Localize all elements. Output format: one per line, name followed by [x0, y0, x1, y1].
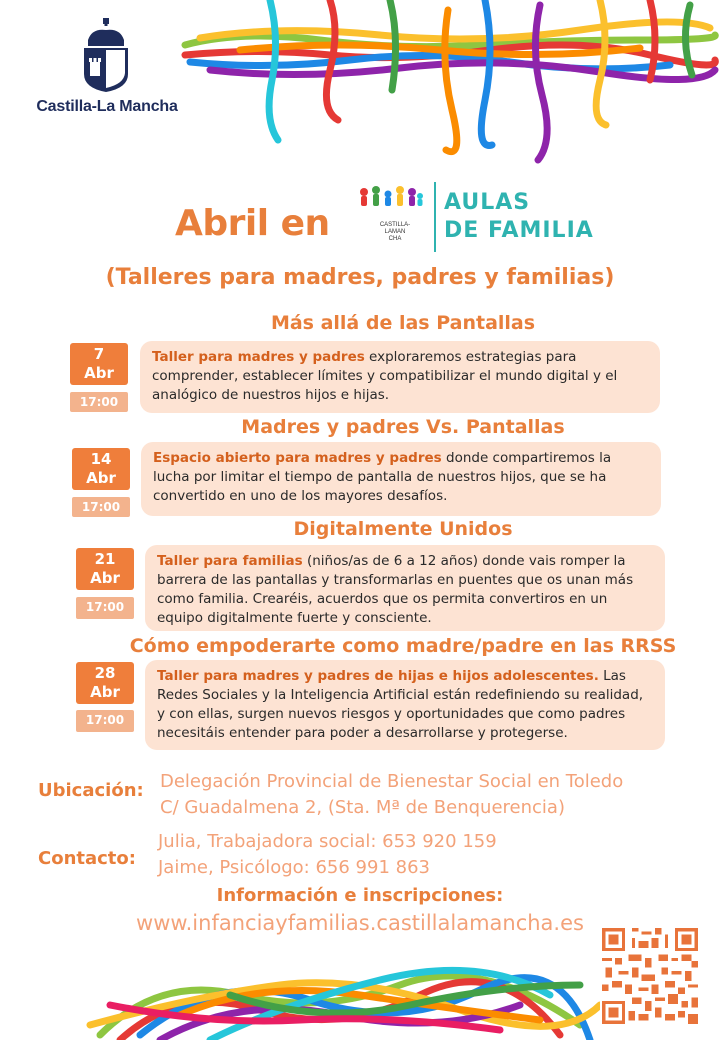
logo-text: Castilla-La Mancha — [36, 98, 178, 115]
event-description: exploraremos estrategias para comprender, establecer límites y compatibilizar el mundo digital y el analógico de nuestros hijos e hijas. — [152, 349, 618, 403]
event-card — [145, 545, 665, 631]
date-day: 21 — [94, 550, 116, 568]
location-line-1: Delegación Provincial de Bienestar Social en Toledo — [160, 771, 624, 792]
event-title: Más allá de las Pantallas — [270, 312, 536, 334]
event-highlight: Taller para madres y padres — [152, 349, 365, 365]
date-badge — [76, 548, 134, 590]
time-badge: 17:00 — [76, 597, 134, 619]
event-description: Las Redes Sociales y la Inteligencia Artificial están redefiniendo su realidad, y con ellas, surgen nuevos riesgos y oportunidades que como padres necesitáis entender para poder a desarrollarse y protegerse. — [157, 668, 644, 741]
info-heading: Información e inscripciones: — [216, 885, 504, 906]
event-highlight: Taller para familias — [157, 553, 303, 569]
event-title: Digitalmente Unidos — [293, 518, 513, 540]
event-highlight: Taller para madres y padres de hijas e hijos adolescentes. — [157, 668, 599, 684]
time-badge: 17:00 — [76, 710, 134, 732]
contact-line-1: Julia, Trabajadora social: 653 920 159 — [158, 831, 497, 852]
date-badge — [72, 448, 130, 490]
date-day: 7 — [93, 345, 105, 363]
event-card — [140, 341, 660, 413]
date-badge — [70, 343, 128, 385]
date-day: 14 — [90, 450, 112, 468]
de-familia-text: DE FAMILIA — [444, 218, 594, 243]
event-title: Cómo empoderarte como madre/padre en las RRSS — [129, 635, 677, 657]
title-abril-en: Abril en — [175, 203, 330, 244]
time-badge: 17:00 — [72, 497, 130, 517]
subtitle: (Talleres para madres, padres y familias) — [105, 265, 615, 290]
qr-code-icon[interactable] — [602, 928, 698, 1024]
date-month: Abr — [90, 683, 120, 701]
event-card — [141, 442, 661, 516]
aulas-de-familia-logo — [352, 180, 617, 260]
location-label: Ubicación: — [38, 780, 144, 801]
event-description: donde compartiremos la lucha por limitar el tiempo de pantalla de nuestros hijos, que se ha convertido en uno de los mayores desafíos. — [153, 450, 612, 504]
date-month: Abr — [90, 569, 120, 587]
contact-label: Contacto: — [38, 848, 136, 869]
date-badge — [76, 662, 134, 704]
event-highlight: Espacio abierto para madres y padres — [153, 450, 442, 466]
castilla-la-mancha-logo — [22, 18, 192, 128]
date-month: Abr — [86, 469, 116, 487]
event-description: (niños/as de 6 a 12 años) donde vais romper la barrera de las pantallas y transformarlas en puentes que os unan más como familia. Crearéis, acuerdos que os permita convertiros en un equipo digitalmente fuerte y consciente. — [157, 553, 634, 626]
mini-clm-logo-text: CASTILLA- LAMAN CHA — [379, 222, 411, 242]
event-card — [145, 660, 665, 750]
coat-of-arms-icon — [80, 18, 132, 92]
colored-strings-decoration-bottom — [80, 955, 600, 1040]
date-month: Abr — [84, 364, 114, 382]
date-day: 28 — [94, 664, 116, 682]
location-line-2: C/ Guadalmena 2, (Sta. Mª de Benquerencia) — [160, 797, 565, 818]
aulas-text: AULAS — [444, 190, 531, 215]
contact-line-2: Jaime, Psicólogo: 656 991 863 — [158, 857, 430, 878]
website-link[interactable]: www.infanciayfamilias.castillalamancha.es — [136, 911, 584, 935]
families-icon — [356, 182, 426, 222]
colored-strings-decoration — [180, 0, 720, 180]
logo-divider — [434, 182, 436, 252]
event-title: Madres y padres Vs. Pantallas — [241, 416, 565, 438]
time-badge: 17:00 — [70, 392, 128, 412]
